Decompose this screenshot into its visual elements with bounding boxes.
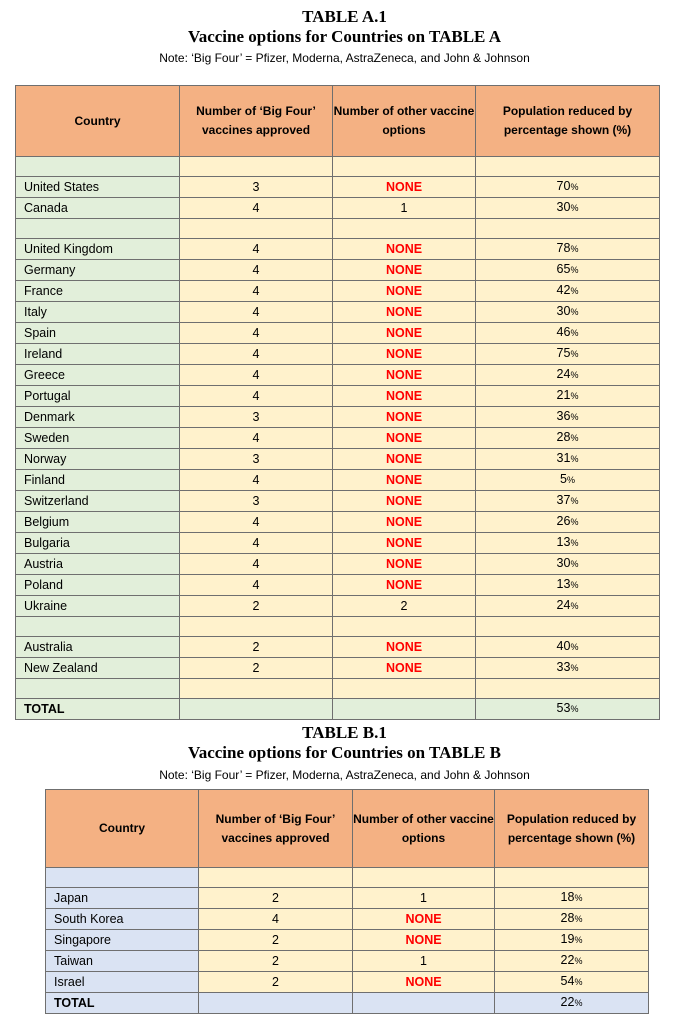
- header-other-options: Number of other vaccine options: [353, 790, 495, 868]
- other-options-cell: NONE: [333, 575, 476, 596]
- spacer-row: [16, 157, 660, 177]
- country-cell: Austria: [16, 554, 180, 575]
- country-cell: France: [16, 281, 180, 302]
- percent-value: 19: [560, 932, 575, 946]
- table-a-note: Note: ‘Big Four’ = Pfizer, Moderna, AstraZeneca, and John & Johnson: [159, 51, 530, 65]
- percent-value: 78: [556, 241, 571, 255]
- total-percent-cell: [476, 699, 660, 720]
- population-cell: [476, 157, 660, 177]
- other-options-cell: 1: [333, 198, 476, 219]
- table-row: [16, 449, 660, 470]
- table-b-header-row: [46, 790, 649, 868]
- percent-sign: %: [570, 580, 579, 590]
- total-empty-cell: [199, 993, 353, 1014]
- other-options-cell: NONE: [333, 470, 476, 491]
- country-cell: [16, 157, 180, 177]
- country-cell: Ukraine: [16, 596, 180, 617]
- country-cell: United Kingdom: [16, 239, 180, 260]
- population-cell: [476, 554, 660, 575]
- country-cell: Poland: [16, 575, 180, 596]
- percent-sign: %: [570, 538, 579, 548]
- country-cell: [46, 868, 199, 888]
- country-cell: Israel: [46, 972, 199, 993]
- country-cell: [16, 617, 180, 637]
- percent-sign: %: [574, 998, 583, 1008]
- percent-value: 13: [556, 577, 571, 591]
- percent-sign: %: [570, 244, 579, 254]
- population-cell: [495, 972, 649, 993]
- table-row: [46, 930, 649, 951]
- percent-value: 30: [556, 200, 571, 214]
- other-options-cell: NONE: [333, 658, 476, 679]
- table-row: [16, 177, 660, 198]
- other-options-cell: NONE: [333, 323, 476, 344]
- population-cell: [476, 512, 660, 533]
- percent-value: 46: [556, 325, 571, 339]
- table-b: [45, 789, 649, 1014]
- big-four-cell: 4: [180, 344, 333, 365]
- percent-sign: %: [570, 704, 579, 714]
- header-other-options: Number of other vaccine options: [333, 86, 476, 157]
- country-cell: Greece: [16, 365, 180, 386]
- table-row: [16, 239, 660, 260]
- table-row: [16, 554, 660, 575]
- population-cell: [476, 679, 660, 699]
- table-a-title: TABLE A.1: [302, 7, 387, 26]
- percent-sign: %: [570, 307, 579, 317]
- percent-sign: %: [570, 349, 579, 359]
- other-options-cell: NONE: [333, 512, 476, 533]
- population-cell: [476, 637, 660, 658]
- population-cell: [476, 198, 660, 219]
- other-options-cell: NONE: [333, 260, 476, 281]
- country-cell: Italy: [16, 302, 180, 323]
- population-cell: [476, 177, 660, 198]
- country-cell: Taiwan: [46, 951, 199, 972]
- big-four-cell: 2: [199, 930, 353, 951]
- percent-value: 65: [556, 262, 571, 276]
- other-options-cell: [353, 868, 495, 888]
- percent-sign: %: [570, 328, 579, 338]
- big-four-cell: 4: [180, 198, 333, 219]
- other-options-cell: NONE: [333, 491, 476, 512]
- population-cell: [476, 596, 660, 617]
- country-cell: Australia: [16, 637, 180, 658]
- percent-value: 28: [560, 911, 575, 925]
- percent-value: 30: [556, 556, 571, 570]
- percent-sign: %: [574, 893, 583, 903]
- country-cell: Sweden: [16, 428, 180, 449]
- percent-sign: %: [574, 956, 583, 966]
- other-options-cell: [333, 617, 476, 637]
- percent-sign: %: [570, 182, 579, 192]
- percent-value: 24: [556, 367, 571, 381]
- other-options-cell: NONE: [333, 386, 476, 407]
- table-a-header-row: [16, 86, 660, 157]
- table-a-body: [16, 157, 660, 720]
- percent-sign: %: [570, 642, 579, 652]
- other-options-cell: [333, 157, 476, 177]
- table-row: [16, 658, 660, 679]
- percent-sign: %: [570, 412, 579, 422]
- population-cell: [476, 470, 660, 491]
- population-cell: [476, 658, 660, 679]
- percent-sign: %: [574, 977, 583, 987]
- big-four-cell: [180, 157, 333, 177]
- percent-value: 13: [556, 535, 571, 549]
- other-options-cell: NONE: [353, 930, 495, 951]
- other-options-cell: NONE: [333, 449, 476, 470]
- country-cell: Canada: [16, 198, 180, 219]
- population-cell: [476, 491, 660, 512]
- country-cell: Germany: [16, 260, 180, 281]
- big-four-cell: 2: [180, 596, 333, 617]
- other-options-cell: NONE: [333, 281, 476, 302]
- percent-value: 75: [556, 346, 571, 360]
- header-big-four: Number of ‘Big Four’ vaccines approved: [199, 790, 353, 868]
- table-row: [16, 491, 660, 512]
- other-options-cell: NONE: [333, 407, 476, 428]
- total-percent-value: 53: [556, 701, 571, 715]
- big-four-cell: [199, 868, 353, 888]
- table-row: [16, 198, 660, 219]
- big-four-cell: 4: [180, 512, 333, 533]
- other-options-cell: NONE: [333, 554, 476, 575]
- total-percent-cell: [495, 993, 649, 1014]
- table-row: [16, 428, 660, 449]
- table-b-title: TABLE B.1: [302, 723, 387, 742]
- spacer-row: [16, 679, 660, 699]
- percent-sign: %: [570, 286, 579, 296]
- country-cell: Portugal: [16, 386, 180, 407]
- population-cell: [476, 239, 660, 260]
- total-label: TOTAL: [16, 699, 180, 720]
- big-four-cell: 3: [180, 177, 333, 198]
- population-cell: [476, 428, 660, 449]
- table-b-subtitle: Vaccine options for Countries on TABLE B: [188, 743, 501, 762]
- population-cell: [476, 344, 660, 365]
- total-row: [16, 699, 660, 720]
- table-row: [16, 637, 660, 658]
- table-row: [46, 972, 649, 993]
- big-four-cell: 4: [180, 239, 333, 260]
- other-options-cell: NONE: [333, 637, 476, 658]
- percent-value: 33: [556, 660, 571, 674]
- header-country: Country: [46, 790, 199, 868]
- percent-sign: %: [574, 914, 583, 924]
- country-cell: Finland: [16, 470, 180, 491]
- header-population: Population reduced by percentage shown (%): [476, 86, 660, 157]
- percent-value: 22: [560, 953, 575, 967]
- population-cell: [495, 951, 649, 972]
- total-empty-cell: [180, 699, 333, 720]
- population-cell: [495, 868, 649, 888]
- percent-value: 31: [556, 451, 571, 465]
- population-cell: [476, 533, 660, 554]
- percent-value: 54: [560, 974, 575, 988]
- big-four-cell: 4: [180, 323, 333, 344]
- header-population: Population reduced by percentage shown (%): [495, 790, 649, 868]
- percent-value: 5: [560, 472, 567, 486]
- other-options-cell: [333, 219, 476, 239]
- country-cell: Japan: [46, 888, 199, 909]
- percent-value: 21: [556, 388, 571, 402]
- population-cell: [476, 617, 660, 637]
- table-row: [16, 407, 660, 428]
- spacer-row: [16, 617, 660, 637]
- country-cell: Denmark: [16, 407, 180, 428]
- percent-sign: %: [570, 370, 579, 380]
- table-row: [16, 281, 660, 302]
- big-four-cell: 4: [180, 533, 333, 554]
- big-four-cell: 4: [180, 386, 333, 407]
- percent-value: 42: [556, 283, 571, 297]
- big-four-cell: 4: [180, 428, 333, 449]
- table-row: [16, 302, 660, 323]
- population-cell: [476, 281, 660, 302]
- table-row: [16, 470, 660, 491]
- table-b-body: [46, 868, 649, 1014]
- other-options-cell: NONE: [333, 177, 476, 198]
- table-row: [46, 888, 649, 909]
- country-cell: United States: [16, 177, 180, 198]
- percent-sign: %: [570, 433, 579, 443]
- other-options-cell: NONE: [333, 428, 476, 449]
- country-cell: [16, 679, 180, 699]
- percent-sign: %: [570, 496, 579, 506]
- other-options-cell: 1: [353, 888, 495, 909]
- other-options-cell: NONE: [333, 533, 476, 554]
- percent-sign: %: [570, 454, 579, 464]
- other-options-cell: NONE: [353, 972, 495, 993]
- table-row: [16, 533, 660, 554]
- other-options-cell: 1: [353, 951, 495, 972]
- header-big-four: Number of ‘Big Four’ vaccines approved: [180, 86, 333, 157]
- population-cell: [495, 930, 649, 951]
- table-row: [16, 344, 660, 365]
- percent-sign: %: [570, 517, 579, 527]
- other-options-cell: NONE: [333, 239, 476, 260]
- population-cell: [476, 260, 660, 281]
- big-four-cell: 4: [180, 260, 333, 281]
- big-four-cell: 3: [180, 491, 333, 512]
- big-four-cell: 2: [199, 972, 353, 993]
- percent-sign: %: [570, 203, 579, 213]
- population-cell: [495, 909, 649, 930]
- big-four-cell: 4: [180, 302, 333, 323]
- population-cell: [476, 449, 660, 470]
- header-country: Country: [16, 86, 180, 157]
- big-four-cell: 2: [180, 637, 333, 658]
- percent-sign: %: [566, 475, 575, 485]
- population-cell: [476, 386, 660, 407]
- total-label: TOTAL: [46, 993, 199, 1014]
- percent-sign: %: [574, 935, 583, 945]
- population-cell: [476, 323, 660, 344]
- country-cell: Singapore: [46, 930, 199, 951]
- percent-value: 30: [556, 304, 571, 318]
- table-row: [46, 951, 649, 972]
- big-four-cell: 4: [180, 365, 333, 386]
- percent-sign: %: [570, 663, 579, 673]
- big-four-cell: 4: [180, 281, 333, 302]
- country-cell: Switzerland: [16, 491, 180, 512]
- big-four-cell: 4: [180, 554, 333, 575]
- big-four-cell: 3: [180, 407, 333, 428]
- total-empty-cell: [353, 993, 495, 1014]
- percent-value: 26: [556, 514, 571, 528]
- big-four-cell: 2: [199, 888, 353, 909]
- percent-value: 70: [556, 179, 571, 193]
- percent-value: 24: [556, 598, 571, 612]
- country-cell: Bulgaria: [16, 533, 180, 554]
- country-cell: [16, 219, 180, 239]
- table-row: [16, 260, 660, 281]
- table-row: [16, 575, 660, 596]
- table-row: [46, 909, 649, 930]
- table-a: [15, 85, 660, 720]
- other-options-cell: NONE: [333, 365, 476, 386]
- big-four-cell: 3: [180, 449, 333, 470]
- country-cell: Spain: [16, 323, 180, 344]
- spacer-row: [46, 868, 649, 888]
- country-cell: New Zealand: [16, 658, 180, 679]
- other-options-cell: NONE: [333, 344, 476, 365]
- other-options-cell: NONE: [353, 909, 495, 930]
- table-row: [16, 512, 660, 533]
- table-row: [16, 323, 660, 344]
- country-cell: South Korea: [46, 909, 199, 930]
- population-cell: [476, 575, 660, 596]
- table-row: [16, 386, 660, 407]
- table-row: [16, 365, 660, 386]
- population-cell: [476, 302, 660, 323]
- population-cell: [476, 219, 660, 239]
- spacer-row: [16, 219, 660, 239]
- big-four-cell: 4: [199, 909, 353, 930]
- percent-value: 18: [560, 890, 575, 904]
- percent-sign: %: [570, 265, 579, 275]
- other-options-cell: [333, 679, 476, 699]
- big-four-cell: 4: [180, 470, 333, 491]
- table-a-subtitle: Vaccine options for Countries on TABLE A: [188, 27, 501, 46]
- percent-value: 28: [556, 430, 571, 444]
- total-empty-cell: [333, 699, 476, 720]
- table-b-note: Note: ‘Big Four’ = Pfizer, Moderna, AstraZeneca, and John & Johnson: [159, 768, 530, 782]
- big-four-cell: 2: [199, 951, 353, 972]
- percent-sign: %: [570, 601, 579, 611]
- percent-sign: %: [570, 391, 579, 401]
- big-four-cell: [180, 679, 333, 699]
- percent-sign: %: [570, 559, 579, 569]
- country-cell: Belgium: [16, 512, 180, 533]
- big-four-cell: [180, 617, 333, 637]
- percent-value: 36: [556, 409, 571, 423]
- other-options-cell: 2: [333, 596, 476, 617]
- big-four-cell: 2: [180, 658, 333, 679]
- total-row: [46, 993, 649, 1014]
- country-cell: Ireland: [16, 344, 180, 365]
- table-row: [16, 596, 660, 617]
- population-cell: [476, 407, 660, 428]
- other-options-cell: NONE: [333, 302, 476, 323]
- big-four-cell: 4: [180, 575, 333, 596]
- big-four-cell: [180, 219, 333, 239]
- percent-value: 40: [556, 639, 571, 653]
- country-cell: Norway: [16, 449, 180, 470]
- population-cell: [495, 888, 649, 909]
- percent-value: 37: [556, 493, 571, 507]
- population-cell: [476, 365, 660, 386]
- total-percent-value: 22: [560, 995, 575, 1009]
